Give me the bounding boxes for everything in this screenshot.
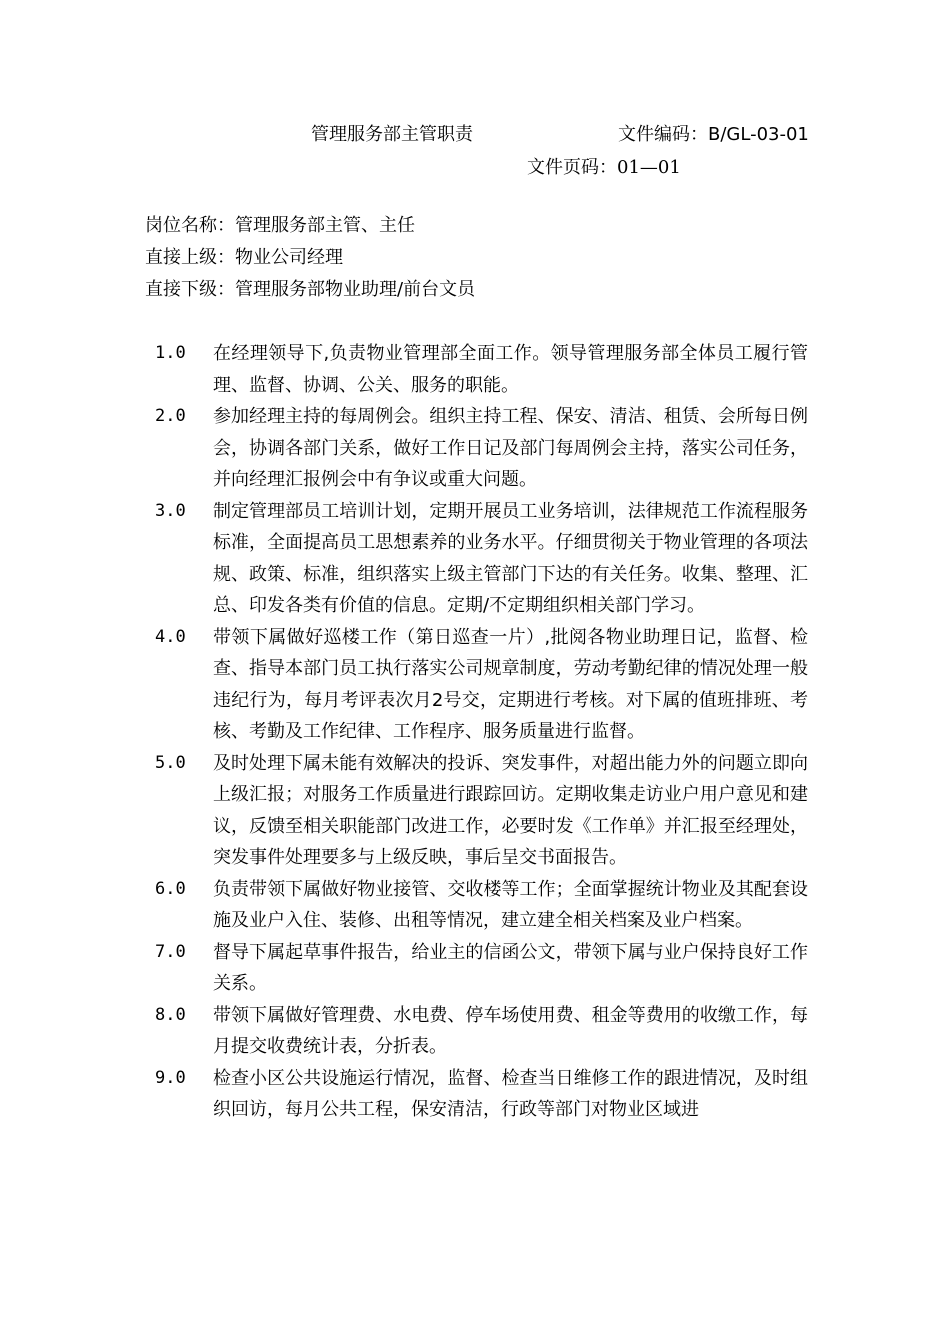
duty-number: 1.0 bbox=[155, 343, 186, 363]
duty-item bbox=[0, 937, 950, 1000]
duty-text: 参加经理主持的每周例会。组织主持工程、保安、清洁、租赁、会所每日例会，协调各部门关系，做好工作日记及部门每周例会主持，落实公司任务，并向经理汇报例会中有争议或重大问题。 bbox=[213, 406, 808, 490]
duty-item bbox=[0, 1000, 950, 1063]
duty-item bbox=[0, 338, 950, 401]
duty-text: 带领下属做好巡楼工作（第日巡查一片）,批阅各物业助理日记，监督、检查、指导本部门员工执行落实公司规章制度，劳动考勤纪律的情况处理一般违纪行为，每月考评表次月2号交，定期进行考核。对下属的值班排班、考核、考勤及工作纪律、工作程序、服务质量进行监督。 bbox=[213, 626, 808, 742]
duty-number: 2.0 bbox=[155, 406, 186, 426]
duty-number: 7.0 bbox=[155, 941, 186, 962]
duty-number: 8.0 bbox=[155, 1004, 186, 1025]
duty-text: 督导下属起草事件报告，给业主的信函公文，带领下属与业户保持良好工作关系。 bbox=[213, 941, 808, 994]
duty-number: 4.0 bbox=[155, 626, 186, 647]
duty-list bbox=[0, 338, 950, 1126]
document-code: 文件编码：B/GL-03-01 bbox=[618, 124, 809, 145]
direct-subordinate: 直接下级：管理服务部物业助理/前台文员 bbox=[145, 279, 476, 300]
duty-text: 检查小区公共设施运行情况，监督、检查当日维修工作的跟进情况，及时组织回访，每月公共工程，保安清洁，行政等部门对物业区域进 bbox=[213, 1067, 808, 1120]
duty-number: 9.0 bbox=[155, 1067, 186, 1088]
duty-item bbox=[0, 401, 950, 496]
duty-number: 6.0 bbox=[155, 878, 186, 899]
duty-item bbox=[0, 748, 950, 874]
duty-item bbox=[0, 874, 950, 937]
duty-text: 制定管理部员工培训计划，定期开展员工业务培训，法律规范工作流程服务标准，全面提高员工思想素养的业务水平。仔细贯彻关于物业管理的各项法规、政策、标准，组织落实上级主管部门下达的有关任务。收集、整理、汇总、印发各类有价值的信息。定期/不定期组织相关部门学习。 bbox=[213, 500, 808, 616]
position-name: 岗位名称：管理服务部主管、主任 bbox=[145, 215, 415, 236]
duty-item bbox=[0, 622, 950, 748]
duty-text: 在经理领导下,负责物业管理部全面工作。领导管理服务部全体员工履行管理、监督、协调、公关、服务的职能。 bbox=[213, 343, 808, 396]
duty-number: 3.0 bbox=[155, 500, 186, 521]
duty-item bbox=[0, 496, 950, 622]
direct-superior: 直接上级：物业公司经理 bbox=[145, 247, 343, 268]
duty-text: 及时处理下属未能有效解决的投诉、突发事件，对超出能力外的问题立即向上级汇报；对服务工作质量进行跟踪回访。定期收集走访业户用户意见和建议，反馈至相关职能部门改进工作，必要时发《工作单》并汇报至经理处，突发事件处理要多与上级反映，事后呈交书面报告。 bbox=[213, 752, 808, 868]
document-title: 管理服务部主管职责 bbox=[311, 124, 473, 145]
document-page-code: 文件页码：01—01 bbox=[527, 157, 681, 178]
duty-text: 带领下属做好管理费、水电费、停车场使用费、租金等费用的收缴工作，每月提交收费统计表，分折表。 bbox=[213, 1004, 808, 1057]
position-info bbox=[145, 213, 475, 309]
duty-number: 5.0 bbox=[155, 752, 186, 773]
duty-item bbox=[0, 1063, 950, 1126]
duty-text: 负责带领下属做好物业接管、交收楼等工作；全面掌握统计物业及其配套设施及业户入住、装修、出租等情况，建立建全相关档案及业户档案。 bbox=[213, 878, 808, 931]
